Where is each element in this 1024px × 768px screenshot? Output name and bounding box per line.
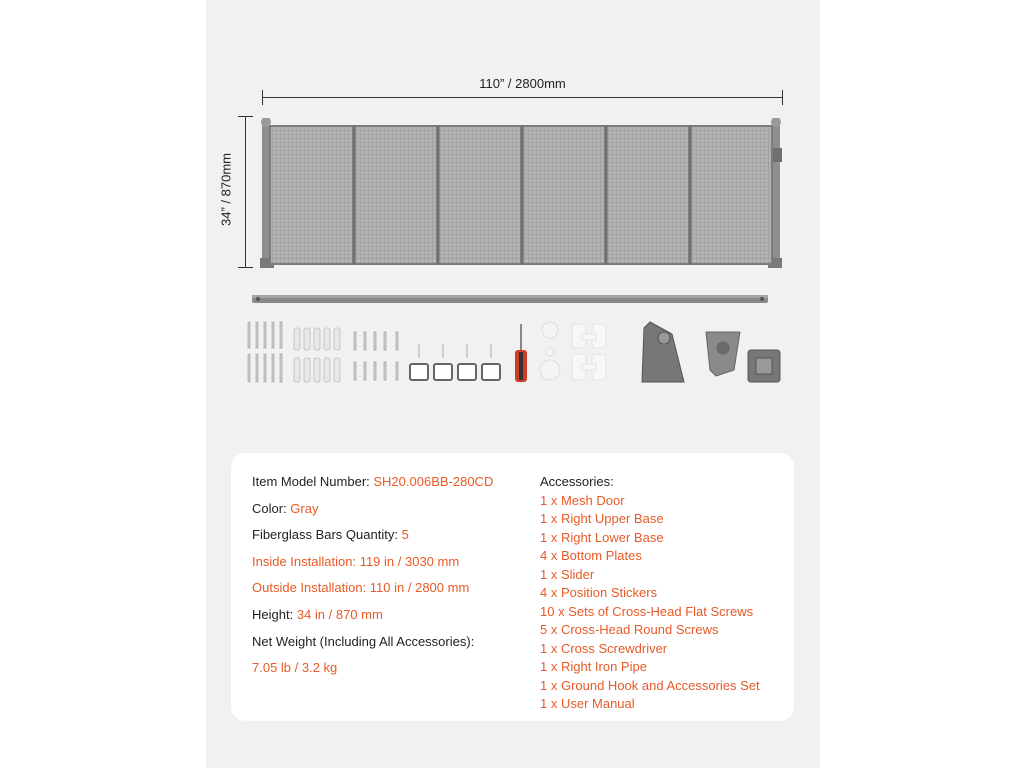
right-upper-base-icon bbox=[642, 322, 684, 382]
accessory-item: 4 x Position Stickers bbox=[540, 585, 658, 600]
ground-hook-icon bbox=[748, 350, 780, 382]
accessories-title: Accessories: bbox=[540, 474, 614, 489]
accessory-item: 1 x Right Lower Base bbox=[540, 529, 664, 545]
height-dimension bbox=[218, 116, 254, 268]
height-label: 34” / 870mm bbox=[218, 153, 234, 226]
screws-icon bbox=[248, 322, 282, 382]
model-number-row: Item Model Number: SH20.006BB-280CD bbox=[252, 474, 494, 489]
right-lower-base-icon bbox=[706, 332, 740, 376]
accessory-item: 1 x Slider bbox=[540, 566, 595, 582]
accessory-item: 1 x Ground Hook and Accessories Set bbox=[540, 677, 760, 693]
slider-icon bbox=[572, 324, 606, 380]
accessory-item: 1 x Right Upper Base bbox=[540, 511, 664, 526]
spec-list bbox=[252, 473, 542, 686]
accessory-item: 5 x Cross-Head Round Screws bbox=[540, 622, 719, 637]
accessory-item: 1 x User Manual bbox=[540, 696, 635, 711]
outside-installation-row: Outside Installation: 110 in / 2800 mm bbox=[252, 580, 470, 596]
height-row: Height: 34 in / 870 mm bbox=[252, 606, 383, 622]
accessory-item: 1 x Cross Screwdriver bbox=[540, 640, 668, 656]
net-weight-label: Net Weight (Including All Accessories): bbox=[252, 633, 475, 649]
accessory-item: 1 x Mesh Door bbox=[540, 492, 625, 508]
iron-pipe-image bbox=[252, 294, 768, 304]
accessories-image bbox=[240, 318, 788, 390]
accessories-list bbox=[540, 473, 790, 714]
spec-card bbox=[231, 453, 794, 721]
screwdriver-icon bbox=[515, 324, 527, 382]
accessory-item: 10 x Sets of Cross-Head Flat Screws bbox=[540, 603, 754, 619]
inside-installation-row: Inside Installation: 119 in / 3030 mm bbox=[252, 553, 460, 569]
accessory-item: 1 x Right Iron Pipe bbox=[540, 659, 647, 674]
anchors-icon bbox=[294, 328, 340, 382]
net-weight-value: 7.05 lb / 3.2 kg bbox=[252, 660, 338, 676]
position-stickers-icon bbox=[540, 322, 560, 380]
bars-quantity-row: Fiberglass Bars Quantity: 5 bbox=[252, 527, 409, 543]
width-label: 110” / 2800mm bbox=[479, 76, 566, 91]
width-dimension bbox=[262, 76, 783, 106]
bottom-plates-icon bbox=[410, 364, 500, 380]
mesh-gate-image bbox=[260, 118, 786, 270]
short-screws-icon bbox=[354, 332, 398, 380]
accessory-item: 4 x Bottom Plates bbox=[540, 548, 642, 563]
color-row: Color: Gray bbox=[252, 500, 319, 516]
